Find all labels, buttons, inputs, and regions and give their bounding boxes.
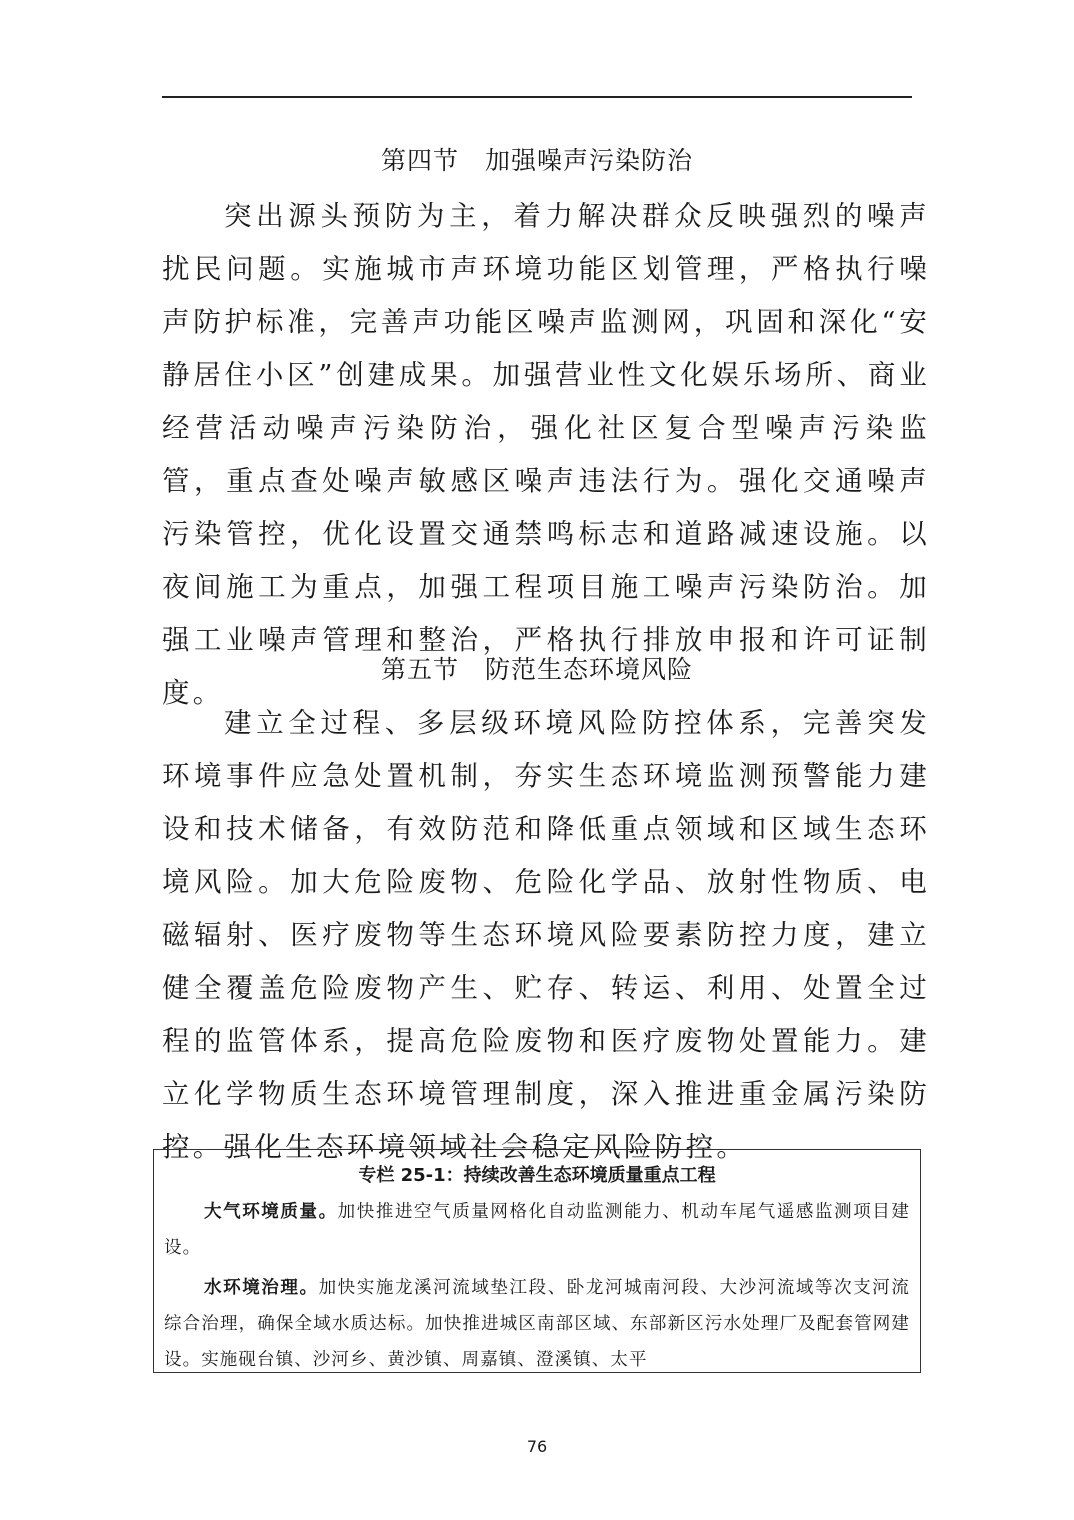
section-4-heading: 第四节 加强噪声污染防治 (380, 146, 693, 175)
column-item-text: 加快实施龙溪河流域垫江段、卧龙河城南河段、大沙河流域等次支河流综合治理，确保全域水质达标。加快推进城区南部区域、东部新区污水处理厂及配套管网建设。实施砚台镇、沙河乡、黄沙镇、周嘉镇、澄溪镇、太平 (164, 1278, 910, 1370)
column-item-text: 加快推进空气质量网格化自动监测能力、机动车尾气遥感监测项目建设。 (164, 1202, 911, 1258)
section-5-body: 建立全过程、多层级环境风险防控体系，完善突发环境事件应急处置机制，夯实生态环境监测预警能力建设和技术储备，有效防范和降低重点领域和区域生态环境风险。加大危险废物、危险化学品、放射性物质、电磁辐射、医疗废物等生态环境风险要素防控力度，建立健全覆盖危险废物产生、贮存、转运、利用、处置全过程的监管体系，提高危险废物和医疗废物处置能力。建立化学物质生态环境管理制度，深入推进重金属污染防控。强化生态环境领域社会稳定风险防控。 (162, 707, 930, 1163)
column-item-lead: 大气环境质量。 (204, 1202, 338, 1222)
column-title: 专栏 25-1：持续改善生态环境质量重点工程 (358, 1165, 716, 1186)
section-5-heading: 第五节 防范生态环境风险 (380, 655, 693, 684)
column-item-water (154, 1270, 920, 1373)
header-rule (162, 96, 912, 98)
section-4-body: 突出源头预防为主，着力解决群众反映强烈的噪声扰民问题。实施城市声环境功能区划管理，严格执行噪声防护标准，完善声功能区噪声监测网，巩固和深化“安静居住小区”创建成果。加强营业性文化娱乐场所、商业经营活动噪声污染防治，强化社区复合型噪声污染监管，重点查处噪声敏感区噪声违法行为。强化交通噪声污染管控，优化设置交通禁鸣标志和道路减速设施。以夜间施工为重点，加强工程项目施工噪声污染防治。加强工业噪声管理和整治，严格执行排放申报和许可证制度。 (162, 200, 930, 709)
column-item-air (154, 1194, 920, 1266)
column-item-lead: 水环境治理。 (204, 1278, 319, 1298)
column-box (153, 1149, 921, 1373)
page-number: 76 (526, 1437, 548, 1456)
